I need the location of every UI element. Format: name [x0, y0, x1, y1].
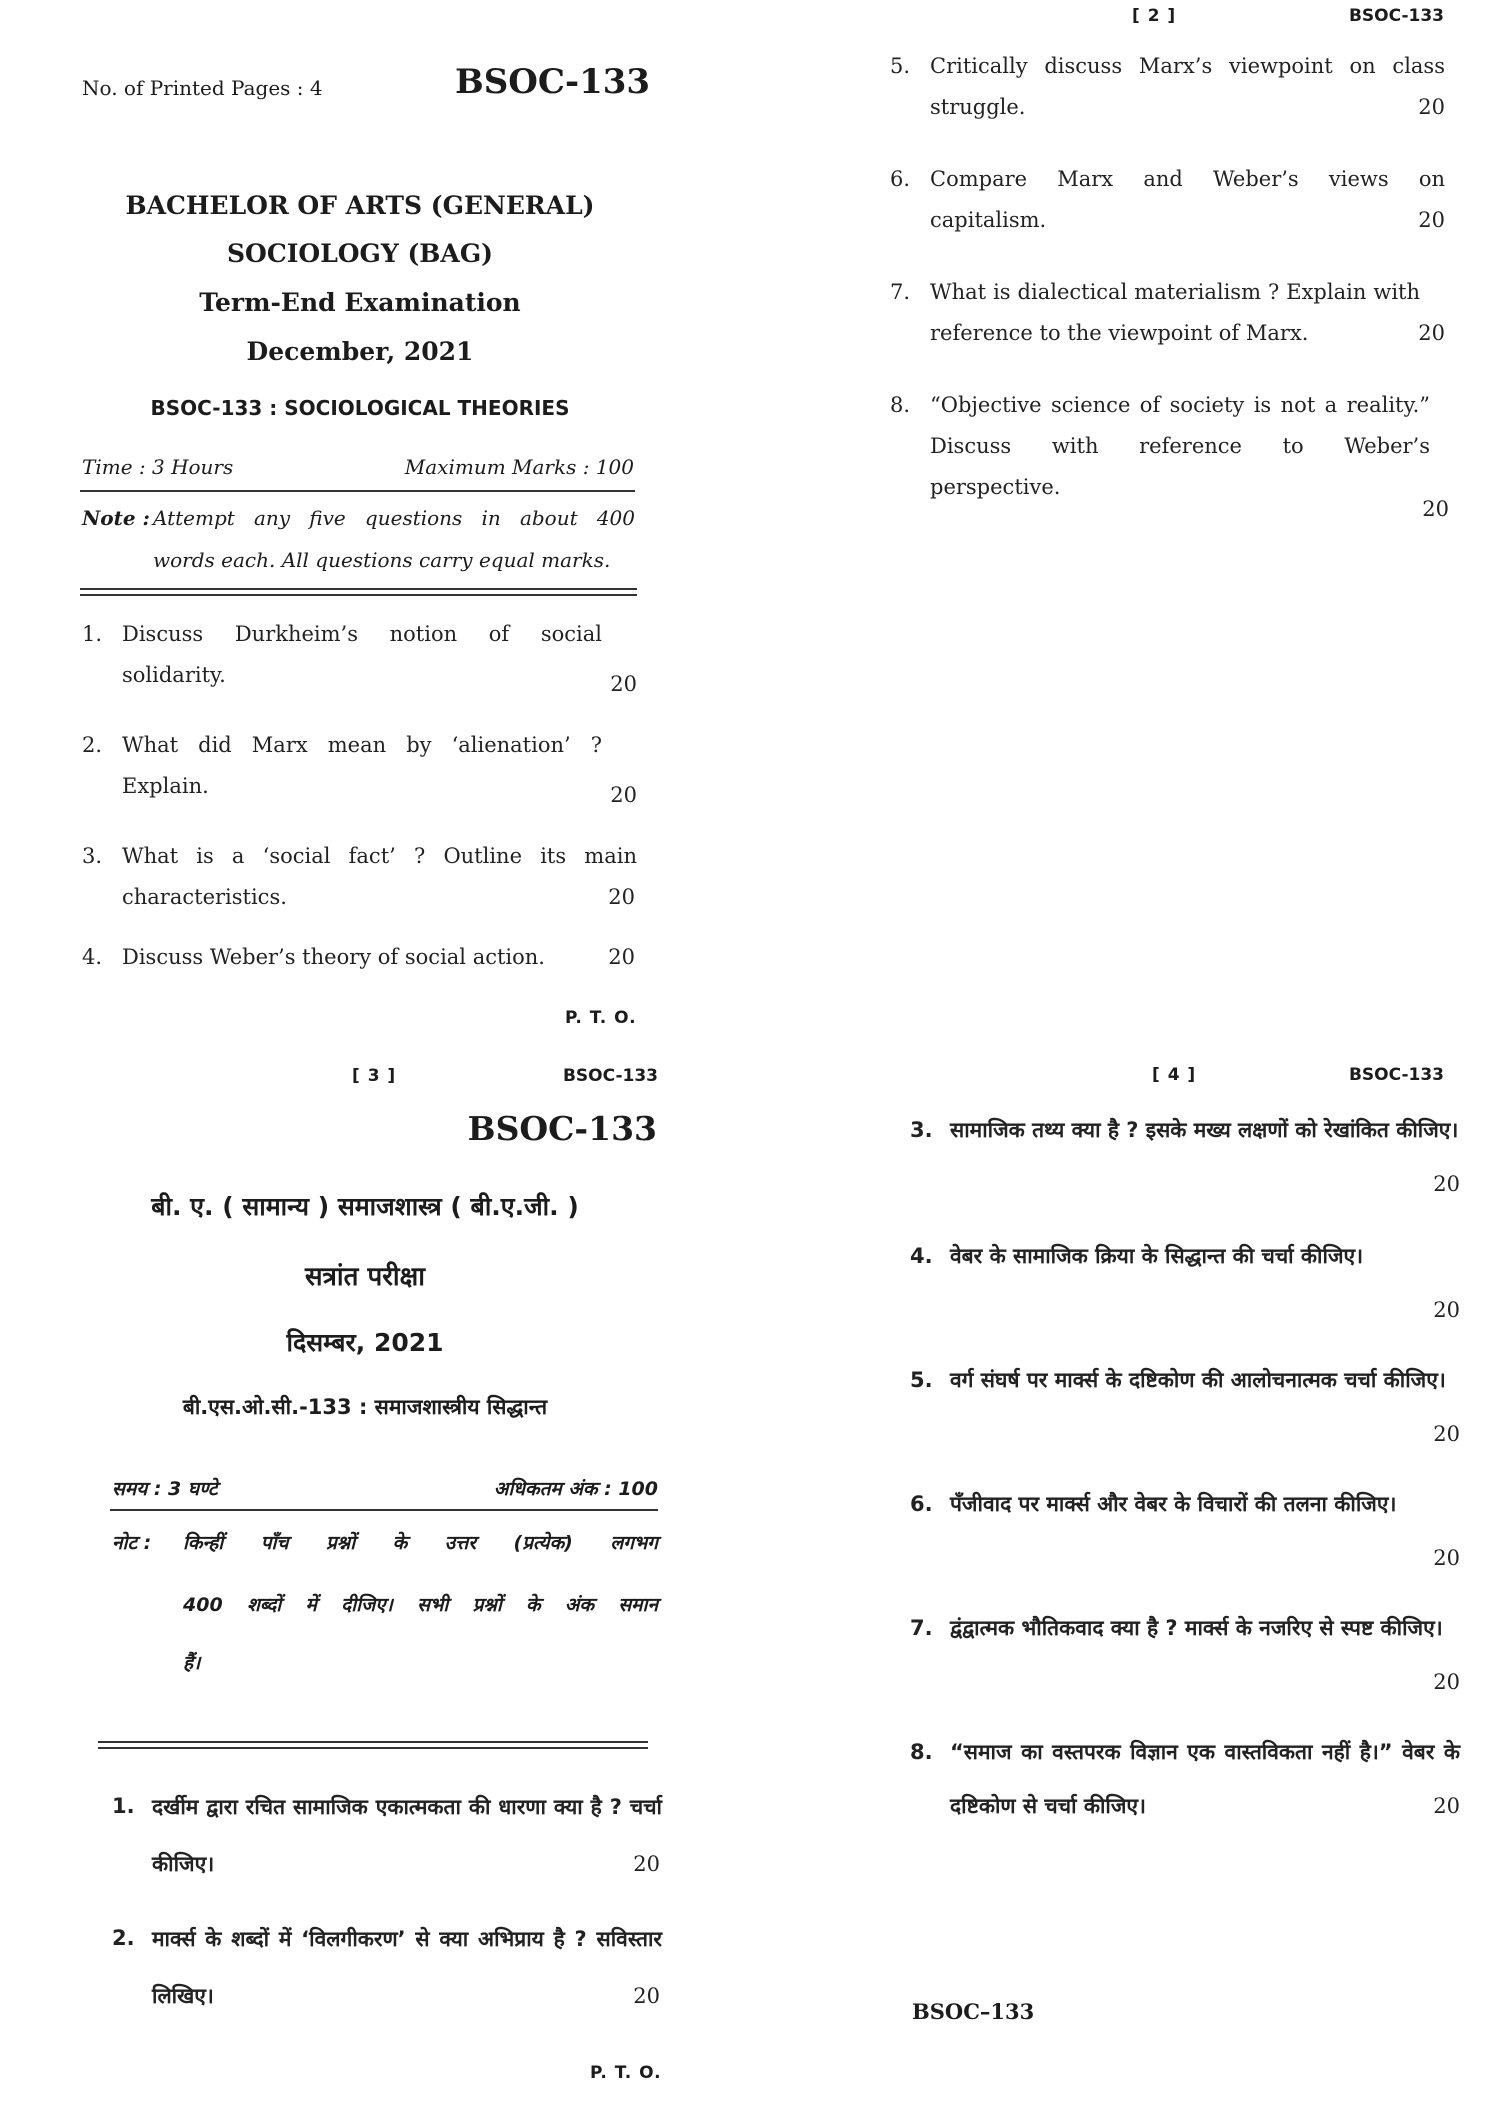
page-number: [ 4 ]: [1152, 1065, 1197, 1085]
note-label: नोट :: [112, 1532, 152, 1554]
question-text: वेबर के सामाजिक क्रिया के सिद्धान्त की चर्चा कीजिए।: [950, 1244, 1364, 1268]
title-line-2: सत्रांत परीक्षा: [304, 1262, 426, 1292]
divider: [110, 1509, 658, 1511]
double-rule-top: [80, 588, 637, 590]
double-rule-top: [98, 1741, 648, 1743]
question-4: [82, 937, 637, 982]
header-code: BSOC-133: [1348, 1065, 1444, 1085]
question-number: 5.: [910, 1368, 933, 1392]
question-number: 3.: [82, 844, 103, 868]
question-marks: 20: [1433, 1670, 1460, 1694]
page-number: [ 3 ]: [352, 1066, 397, 1086]
question-marks: 20: [610, 672, 637, 696]
question-marks: 20: [1418, 208, 1445, 232]
question-number: 7.: [890, 280, 911, 304]
question-marks: 20: [1433, 1172, 1460, 1196]
page-4: [750, 1061, 1500, 2122]
printed-pages: No. of Printed Pages : 4: [82, 76, 323, 100]
question-marks: 20: [633, 1984, 660, 2008]
question-number: 2.: [82, 733, 103, 757]
header-code: BSOC-133: [1348, 6, 1444, 26]
question-number: 8.: [910, 1740, 933, 1764]
question-text: पँजीवाद पर मार्क्स और वेबर के विचारों की तलना कीजिए।: [950, 1492, 1397, 1516]
question-1: [82, 614, 637, 704]
question-text: सामाजिक तथ्य क्या है ? इसके मख्य लक्षणों को रेखांकित कीजिए।: [950, 1118, 1459, 1142]
question-number: 5.: [890, 54, 911, 78]
note-line-3: हैं।: [183, 1652, 201, 1674]
question-text: दर्खीम द्वारा रचित सामाजिक एकात्मकता की धारणा क्या है ? चर्चा कीजिए।: [152, 1795, 662, 1876]
divider: [80, 490, 635, 492]
question-text: मार्क्स के शब्दों में ‘विलगीकरण’ से क्या अभिप्राय है ? सविस्तार लिखिए।: [152, 1927, 662, 2008]
double-rule-bottom: [80, 594, 637, 596]
note-label: Note :: [82, 506, 150, 530]
question-4: [910, 1229, 1460, 1339]
question-text: What is a ‘social fact’ ? Outline its main characteristics.: [122, 844, 637, 909]
note-line-1: Attempt any five questions in about 400: [153, 506, 635, 530]
time-label: समय : 3 घण्टे: [112, 1478, 218, 1500]
header-code: BSOC-133: [562, 1066, 658, 1086]
time-label: Time : 3 Hours: [82, 455, 234, 479]
question-2: [82, 725, 637, 815]
question-8: [910, 1725, 1460, 1835]
question-marks: 20: [610, 783, 637, 807]
question-number: 8.: [890, 393, 911, 417]
question-marks: 20: [1433, 1794, 1460, 1818]
question-5: [890, 46, 1445, 136]
question-text: What did Marx mean by ‘alienation’ ? Explain.: [122, 733, 602, 798]
question-marks: 20: [608, 885, 635, 909]
question-8: [890, 385, 1449, 535]
question-marks: 20: [1418, 95, 1445, 119]
paper-code: BSOC-133: [455, 62, 651, 102]
question-text: Critically discuss Marx’s viewpoint on class struggle.: [930, 54, 1445, 119]
page-2: [750, 0, 1500, 1061]
question-text: Discuss Durkheim’s notion of social solidarity.: [122, 622, 602, 687]
question-number: 7.: [910, 1616, 933, 1640]
title-line-3: दिसम्बर, 2021: [286, 1328, 444, 1357]
question-number: 6.: [890, 167, 911, 191]
question-marks: 20: [633, 1852, 660, 1876]
question-text: Discuss Weber’s theory of social action.: [122, 945, 545, 969]
title-line-4: December, 2021: [246, 337, 474, 366]
question-marks: 20: [1422, 497, 1449, 521]
question-marks: 20: [1433, 1298, 1460, 1322]
note-line-2: words each. All questions carry equal marks.: [153, 548, 611, 572]
question-text: “समाज का वस्तपरक विज्ञान एक वास्तविकता नहीं है।” वेबर के दष्टिकोण से चर्चा कीजिए।: [950, 1740, 1460, 1818]
title-line-2: SOCIOLOGY (BAG): [227, 239, 493, 268]
pto: P. T. O.: [565, 1008, 637, 1028]
question-5: [910, 1353, 1460, 1463]
question-1: [112, 1779, 662, 1899]
max-marks-label: Maximum Marks : 100: [404, 455, 634, 479]
page-number: [ 2 ]: [1132, 6, 1177, 26]
course-title: बी.एस.ओ.सी.-133 : समाजशास्त्रीय सिद्धान्त: [182, 1395, 548, 1419]
note-line-2: 400 शब्दों में दीजिए। सभी प्रश्नों के अंक समान: [183, 1594, 658, 1616]
max-marks-label: अधिकतम अंक : 100: [493, 1478, 658, 1500]
question-6: [910, 1477, 1460, 1587]
question-marks: 20: [1433, 1546, 1460, 1570]
footer-code: BSOC–133: [912, 1999, 1035, 2024]
title-line-1: बी. ए. ( सामान्य ) समाजशास्त्र ( बी.ए.जी. ): [151, 1192, 579, 1221]
question-number: 3.: [910, 1118, 933, 1142]
question-marks: 20: [1433, 1422, 1460, 1446]
pto: P. T. O.: [590, 2063, 662, 2083]
question-6: [890, 159, 1445, 249]
question-marks: 20: [608, 945, 635, 969]
question-7: [890, 272, 1445, 362]
question-2: [112, 1911, 662, 2031]
question-text: What is dialectical materialism ? Explain with reference to the viewpoint of Marx.: [930, 280, 1420, 345]
title-line-3: Term-End Examination: [199, 288, 521, 317]
page-3: [0, 1061, 750, 2122]
question-number: 4.: [910, 1244, 933, 1268]
note-line-1: किन्हीं पाँच प्रश्नों के उत्तर (प्रत्येक) लगभग: [183, 1532, 658, 1554]
question-marks: 20: [1418, 321, 1445, 345]
question-number: 4.: [82, 945, 103, 969]
title-line-1: BACHELOR OF ARTS (GENERAL): [125, 191, 595, 220]
question-text: “Objective science of society is not a reality.” Discuss with reference to Weber’s perspective.: [930, 393, 1430, 499]
question-text: Compare Marx and Weber’s views on capitalism.: [930, 167, 1445, 232]
question-7: [910, 1601, 1460, 1711]
question-number: 1.: [112, 1794, 135, 1818]
question-3: [82, 836, 637, 926]
question-text: वर्ग संघर्ष पर मार्क्स के दष्टिकोण की आलोचनात्मक चर्चा कीजिए।: [950, 1368, 1446, 1392]
course-title: BSOC-133 : SOCIOLOGICAL THEORIES: [150, 396, 570, 420]
question-3: [910, 1103, 1460, 1213]
question-number: 2.: [112, 1926, 135, 1950]
question-number: 1.: [82, 622, 103, 646]
question-number: 6.: [910, 1492, 933, 1516]
double-rule-bottom: [98, 1747, 648, 1749]
paper-code: BSOC-133: [467, 1109, 657, 1148]
page-1: [0, 0, 750, 1061]
question-text: द्वंद्वात्मक भौतिकवाद क्या है ? मार्क्स के नजरिए से स्पष्ट कीजिए।: [950, 1616, 1443, 1640]
